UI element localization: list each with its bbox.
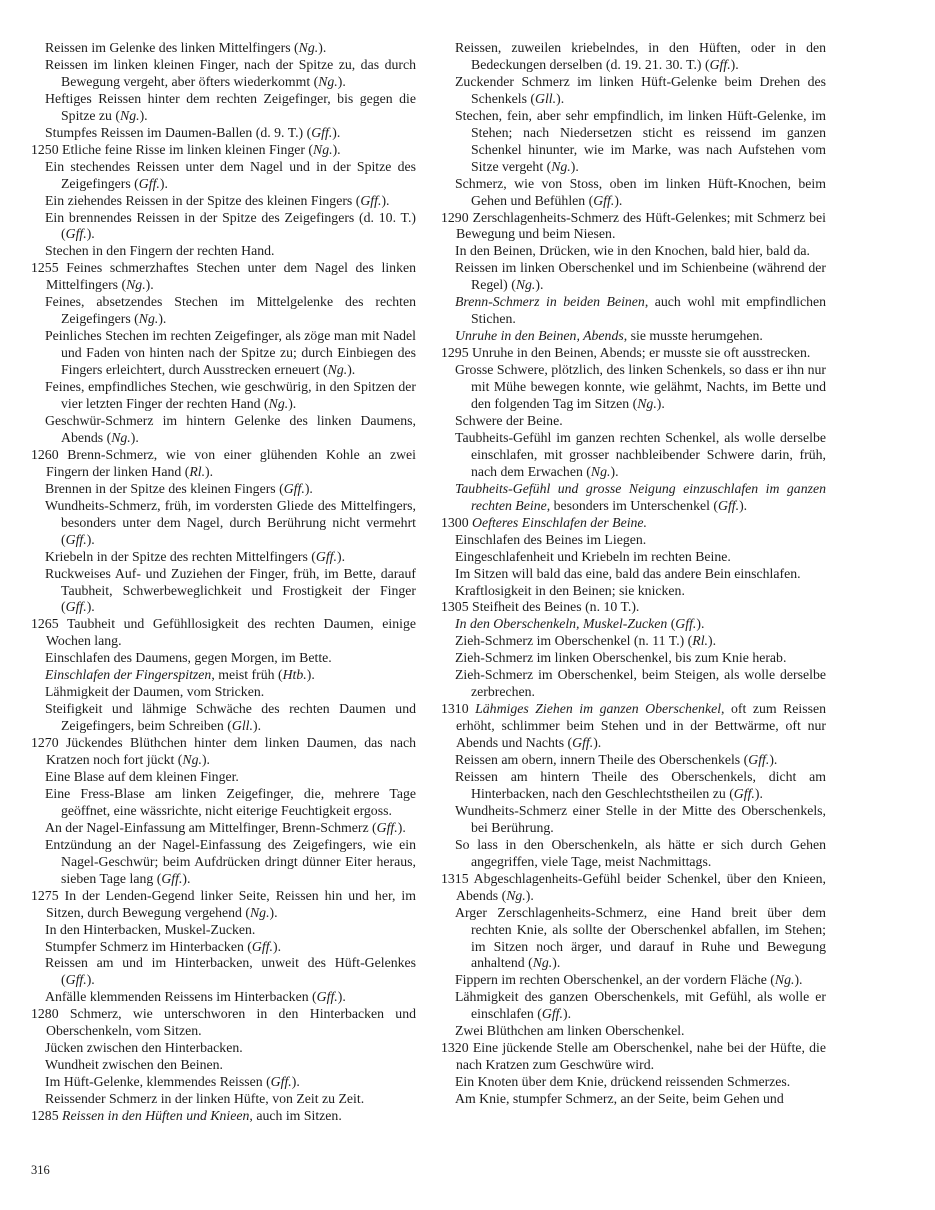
entry-number: 1250 [31, 141, 59, 157]
italic-text: Gff. [717, 497, 740, 513]
entry-text: Einschlafen des Beines im Liegen. [455, 531, 647, 547]
entry-text: Lähmigkeit des ganzen Oberschenkels, mit Gefühl, als wolle er einschlafen ( [455, 989, 826, 1022]
entry-text: Taubheit und Gefühllosigkeit des rechten Daumen, einige Wochen lang. [46, 616, 417, 649]
italic-text: Gff. [316, 989, 338, 1005]
entry-text: Steifheit des Beines (n. 10 T.). [472, 599, 640, 615]
symptom-entry [441, 328, 826, 345]
entry-text: Kriebeln in der Spitze des rechten Mittelfingers ( [45, 548, 316, 564]
italic-text: Ng. [138, 311, 159, 327]
entry-text: Zwei Blüthchen am linken Oberschenkel. [455, 1023, 685, 1039]
entry-text: ). [304, 480, 313, 496]
italic-text: Ng. [532, 955, 553, 971]
entry-text: ). [593, 735, 602, 751]
entry-text: In der Lenden-Gegend linker Seite, Reissen hin und her, im Sitzen, durch Bewegung vergehend ( [46, 887, 416, 920]
entry-text: ). [397, 819, 406, 835]
symptom-entry [31, 1108, 416, 1125]
entry-text: , auch wohl mit empfindlichen Stichen. [471, 294, 826, 327]
italic-text: Ng. [637, 396, 657, 412]
symptom-entry [441, 633, 826, 650]
entry-number: 1260 [31, 446, 59, 462]
italic-text: Ng. [298, 40, 319, 55]
entry-number: 1305 [441, 599, 469, 615]
symptom-entry [31, 447, 416, 481]
symptom-entry [31, 1006, 416, 1040]
italic-text: Htb. [282, 667, 307, 683]
symptom-entry [31, 193, 416, 210]
symptom-entry [31, 294, 416, 328]
italic-text: Unruhe in den Beinen, Abends [455, 328, 624, 344]
symptom-entry [31, 260, 416, 294]
entry-text: In den Hinterbacken, Muskel-Zucken. [45, 921, 256, 937]
entry-number: 1315 [441, 870, 469, 886]
symptom-entry [441, 667, 826, 701]
italic-text: Gff. [65, 226, 87, 242]
italic-text: Gll. [535, 90, 557, 106]
entry-text: Brennen in der Spitze des kleinen Fingers ( [45, 480, 284, 496]
italic-text: Gll. [231, 718, 253, 734]
symptom-entry [31, 549, 416, 566]
entry-text: Jücken zwischen den Hinterbacken. [45, 1040, 243, 1056]
entry-text: Ein ziehendes Reissen in der Spitze des kleinen Fingers ( [45, 192, 361, 208]
italic-text: Gff. [709, 56, 731, 72]
symptom-entry [31, 40, 416, 57]
entry-text: An der Nagel-Einfassung am Mittelfinger, Brenn-Schmerz ( [45, 819, 377, 835]
entry-text: ). [337, 73, 346, 89]
entry-text: In den Beinen, Drücken, wie in den Knochen, bald hier, bald da. [455, 243, 810, 259]
symptom-entry [31, 413, 416, 447]
entry-text: ). [696, 616, 705, 632]
entry-text: ). [336, 548, 346, 564]
symptom-entry [441, 752, 826, 769]
symptom-entry [31, 939, 416, 956]
italic-text: Gff. [270, 1074, 292, 1090]
symptom-entry [441, 650, 826, 667]
entry-text: Reissen am hintern Theile des Oberschenkels, dicht am Hinterbacken, nach den Geschlechtstheilen zu ( [455, 768, 826, 801]
entry-text: ). [552, 955, 561, 971]
entry-text: Im Hüft-Gelenke, klemmendes Reissen ( [45, 1074, 271, 1090]
entry-text: Im Sitzen will bald das eine, bald das andere Bein einschlafen. [455, 565, 801, 581]
italic-text: Gff. [315, 548, 337, 564]
entry-number: 1320 [441, 1040, 469, 1056]
symptom-entry [31, 684, 416, 701]
symptom-entry [31, 57, 416, 91]
italic-text: Gff. [360, 192, 382, 208]
symptom-entry [441, 413, 826, 430]
italic-text: Ng. [313, 141, 333, 157]
entry-text: Zieh-Schmerz im linken Oberschenkel, bis zum Knie herab. [455, 650, 787, 666]
entry-text: Fippern im rechten Oberschenkel, an der vordern Fläche ( [455, 972, 775, 988]
entry-text: ). [272, 938, 282, 954]
entry-number: 1310 [441, 701, 469, 717]
entry-text: ). [201, 752, 210, 768]
entry-text: Entzündung an der Nagel-Einfassung des Zeigefingers, wie ein Nagel-Geschwür; beim Aufdrücken dringt dünner Eiter heraus, sieben Tage lang ( [45, 836, 416, 886]
symptom-entry [31, 616, 416, 650]
entry-text: Steifigkeit und lähmige Schwäche des rechten Daumen und Zeigefingers, beim Schreiben ( [45, 701, 416, 734]
italic-text: Ng. [506, 887, 526, 903]
column-right [441, 40, 826, 1108]
entry-text: Zuckender Schmerz im linken Hüft-Gelenke beim Drehen des Schenkels ( [455, 73, 826, 106]
entry-text: Stechen in den Fingern der rechten Hand. [45, 243, 275, 259]
entry-text: ). [205, 463, 214, 479]
italic-text: Ng. [327, 362, 348, 378]
symptom-entry [441, 549, 826, 566]
entry-text: ). [86, 972, 95, 988]
entry-text: Reissen im linken Oberschenkel und im Schienbeine (während der Regel) ( [455, 260, 826, 293]
entry-text: Kraftlosigkeit in den Beinen; sie knicken. [455, 582, 685, 598]
entry-text: ). [794, 972, 803, 988]
italic-text: Ng. [551, 158, 571, 174]
symptom-entry [441, 871, 826, 905]
entry-text: Reissender Schmerz in der linken Hüfte, von Zeit zu Zeit. [45, 1091, 365, 1107]
italic-text: Ng. [590, 463, 611, 479]
symptom-entry [31, 837, 416, 888]
italic-text: Ng. [318, 73, 338, 89]
entry-text: ). [556, 90, 565, 106]
entry-text: , besonders im Unterschenkel ( [546, 497, 718, 513]
column-left [31, 40, 416, 1125]
entry-text: Lähmigkeit der Daumen, vom Stricken. [45, 684, 265, 700]
entry-text: Eine Blase auf dem kleinen Finger. [45, 768, 239, 784]
entry-number: 1255 [31, 260, 59, 276]
symptom-entry [441, 989, 826, 1023]
italic-text: Oefteres Einschlafen der Beine. [472, 514, 648, 530]
symptom-entry [441, 1040, 826, 1074]
entry-text: Grosse Schwere, plötzlich, des linken Schenkels, so dass er ihn nur mit Mühe bewegen konnte, wie gelähmt, Nachts, im Bette und den folgenden Tag im Sitzen ( [455, 362, 826, 412]
entry-text: Taubheits-Gefühl im ganzen rechten Schenkel, als wolle derselbe einschlafen, mit grosser nachbleibender Schwere darin, früh, nach dem Erwachen ( [455, 429, 826, 479]
symptom-entry [441, 599, 826, 616]
entry-text: Peinliches Stechen im rechten Zeigefinger, als zöge man mit Nadel und Faden von hinten nach der Spitze zu; durch Einbiegen des Fingers erleichtert, durch Ausstrecken erneuert ( [45, 328, 416, 378]
symptom-entry [441, 972, 826, 989]
entry-text: ). [252, 718, 262, 734]
symptom-entry [31, 243, 416, 260]
entry-number: 1265 [31, 616, 59, 632]
symptom-entry [31, 769, 416, 786]
italic-text: Ng. [249, 904, 270, 920]
entry-text: Wundheits-Schmerz, früh, im vordersten Gliede des Mittelfingers, besonders unter dem Nagel, durch Berührung nicht vermehrt ( [45, 497, 416, 547]
entry-text: Reissen am und im Hinterbacken, unweit des Hüft-Gelenkes ( [45, 955, 416, 988]
entry-text: ). [159, 175, 168, 191]
entry-text: ). [610, 463, 619, 479]
entry-text: Ruckweises Auf- und Zuziehen der Finger, früh, im Bette, darauf Taubheit, Schwerbeweglichkeit und Frostigkeit der Finger ( [45, 565, 416, 615]
entry-text: Stumpfes Reissen im Daumen-Ballen (d. 9. T.) ( [45, 124, 312, 140]
entry-text: ). [182, 870, 191, 886]
symptom-entry [441, 108, 826, 176]
entry-text: Jückendes Blüthchen hinter dem linken Daumen, das nach Kratzen noch fort jückt ( [46, 735, 416, 768]
italic-text: Taubheits-Gefühl und grosse Neigung einzuschlafen im ganzen rechten Beine [455, 480, 826, 513]
italic-text: Ng. [515, 277, 536, 293]
entry-text: Eine Fress-Blase am linken Zeigefinger, die, mehrere Tage geöffnet, eine wässrichte, nicht eiterige Feuchtigkeit ergoss. [45, 785, 416, 818]
entry-text: ). [291, 1074, 300, 1090]
entry-text: Stumpfer Schmerz im Hinterbacken ( [45, 938, 252, 954]
italic-text: Gff. [675, 616, 697, 632]
italic-text: Rl. [189, 463, 206, 479]
symptom-entry [441, 769, 826, 803]
italic-text: Rl. [692, 633, 708, 649]
entry-text: ). [288, 396, 297, 412]
entry-number: 1290 [441, 209, 469, 225]
entry-text: Etliche feine Risse im linken kleinen Finger ( [62, 141, 314, 157]
entry-text: Zieh-Schmerz im Oberschenkel (n. 11 T.) ( [455, 633, 693, 649]
entry-text: Ein stechendes Reissen unter dem Nagel und in der Spitze des Zeigefingers ( [45, 158, 416, 191]
symptom-entry [441, 803, 826, 837]
entry-text: ). [570, 158, 579, 174]
italic-text: Einschlafen der Fingerspitzen [45, 667, 212, 683]
italic-text: Gff. [65, 531, 87, 547]
symptom-entry [31, 735, 416, 769]
symptom-entry [31, 566, 416, 617]
symptom-entry [441, 583, 826, 600]
entry-text: Arger Zerschlagenheits-Schmerz, eine Hand breit über dem rechten Knie, als sollte der Oberschenkel abfallen, im Stehen; im Sitzen noch ärger, und darauf in Ruhe und Bewegung anhaltend ( [455, 904, 826, 971]
entry-text: Eingeschlafenheit und Kriebeln im rechten Beine. [455, 548, 731, 564]
symptom-entry [441, 243, 826, 260]
symptom-entry [31, 1074, 416, 1091]
symptom-entry [441, 1091, 826, 1108]
entry-text: , meist früh ( [211, 667, 283, 683]
symptom-entry [441, 362, 826, 413]
symptom-entry [31, 159, 416, 193]
symptom-entry [441, 515, 826, 532]
entry-text: ). [730, 56, 739, 72]
entry-text: Anfälle klemmenden Reissens im Hinterbacken ( [45, 989, 317, 1005]
entry-number: 1285 [31, 1108, 59, 1124]
symptom-entry [441, 40, 826, 74]
italic-text: Gff. [138, 175, 160, 191]
italic-text: Gff. [65, 972, 87, 988]
symptom-entry [31, 786, 416, 820]
entry-text: ). [708, 633, 717, 649]
italic-text: Gff. [593, 192, 615, 208]
symptom-entry [441, 1023, 826, 1040]
entry-text: Einschlafen des Daumens, gegen Morgen, im Bette. [45, 650, 332, 666]
symptom-entry [441, 176, 826, 210]
symptom-entry [31, 498, 416, 549]
symptom-entry [31, 328, 416, 379]
entry-text: ). [769, 752, 778, 768]
symptom-entry [31, 481, 416, 498]
italic-text: Lähmiges Ziehen im ganzen Oberschenkel [475, 701, 722, 717]
entry-text: ). [306, 667, 315, 683]
entry-text: Feines, absetzendes Stechen im Mittelgelenke des rechten Zeigefingers ( [45, 294, 416, 327]
entry-text: ). [145, 277, 154, 293]
entry-text: ). [158, 311, 167, 327]
symptom-entry [31, 989, 416, 1006]
italic-text: Ng. [111, 429, 131, 445]
entry-text: So lass in den Oberschenkeln, als hätte er sich durch Gehen angegriffen, viele Tage, meist Nachmittags. [455, 836, 826, 869]
italic-text: Gff. [748, 752, 770, 768]
entry-text: ). [318, 40, 327, 55]
entry-text: Schmerz, wie von Stoss, oben im linken Hüft-Knochen, beim Gehen und Befühlen ( [455, 175, 826, 208]
entry-text: , oft zum Reissen erhöht, schlimmer beim Stehen und in der Bettwärme, oft nur Abends und Nachts ( [456, 701, 826, 751]
symptom-entry [31, 701, 416, 735]
entry-text: ). [139, 107, 148, 123]
symptom-entry [31, 1057, 416, 1074]
symptom-entry [441, 345, 826, 362]
entry-text: ). [562, 1006, 572, 1022]
entry-text: ). [86, 531, 95, 547]
entry-text: , sie musste herumgehen. [623, 328, 763, 344]
entry-text: Schwere der Beine. [455, 412, 563, 428]
italic-text: Gff. [376, 819, 398, 835]
symptom-entry [31, 142, 416, 159]
italic-text: Reissen in den Hüften und Knieen [62, 1108, 250, 1124]
italic-text: Ng. [126, 277, 146, 293]
entry-text: ). [332, 141, 341, 157]
entry-text: Reissen im linken kleinen Finger, nach der Spitze zu, das durch Bewegung vergeht, aber öfters wiederkommt ( [45, 56, 416, 89]
symptom-entry [441, 74, 826, 108]
entry-text: Feines schmerzhaftes Stechen unter dem Nagel des linken Mittelfingers ( [46, 260, 416, 293]
italic-text: Brenn-Schmerz in beiden Beinen [455, 294, 645, 310]
entry-text: ). [535, 277, 544, 293]
symptom-entry [441, 837, 826, 871]
entry-text: Eine jückende Stelle am Oberschenkel, nahe bei der Hüfte, die nach Kratzen zum Geschwüre wird. [456, 1040, 827, 1073]
entry-text: Ein Knoten über dem Knie, drückend reissenden Schmerzes. [455, 1074, 791, 1090]
entry-text: ). [525, 887, 534, 903]
entry-number: 1275 [31, 887, 59, 903]
entry-text: Feines, empfindliches Stechen, wie geschwürig, in den Spitzen der vier letzten Finger der rechten Hand ( [45, 379, 416, 412]
symptom-entry [441, 481, 826, 515]
italic-text: Ng. [120, 107, 140, 123]
symptom-entry [441, 294, 826, 328]
page-number: 316 [31, 1163, 50, 1177]
entry-text: Stechen, fein, aber sehr empfindlich, im linken Hüft-Gelenke, im Stehen; nach Niedersetzen sticht es reissend im ganzen Schenkel hinunter, wie im Marke, was nach Aufstehen vom Sitze vergeht ( [455, 107, 826, 174]
symptom-entry [31, 667, 416, 684]
symptom-entry [441, 430, 826, 481]
italic-text: Ng. [268, 396, 289, 412]
symptom-entry [441, 1074, 826, 1091]
entry-text: ). [381, 192, 390, 208]
italic-text: Gff. [65, 599, 87, 615]
entry-number: 1280 [31, 1006, 59, 1022]
entry-text: Wundheits-Schmerz einer Stelle in der Mitte des Oberschenkels, bei Berührung. [455, 802, 826, 835]
entry-text: ). [130, 429, 139, 445]
entry-text: ). [332, 124, 341, 140]
italic-text: Gff. [283, 480, 305, 496]
entry-text: ( [667, 616, 676, 632]
entry-text: ). [754, 785, 763, 801]
entry-text: Unruhe in den Beinen, Abends; er musste sie oft ausstrecken. [472, 345, 811, 361]
italic-text: Gff. [311, 124, 333, 140]
entry-number: 1295 [441, 345, 469, 361]
entry-text: Zieh-Schmerz im Oberschenkel, beim Steigen, als wolle derselbe zerbrechen. [455, 667, 826, 700]
symptom-entry [31, 1040, 416, 1057]
entry-text: Geschwür-Schmerz im hintern Gelenke des linken Daumens, Abends ( [45, 412, 416, 445]
symptom-entry [31, 91, 416, 125]
italic-text: Ng. [774, 972, 795, 988]
symptom-entry [441, 210, 826, 244]
symptom-entry [31, 379, 416, 413]
entry-text: Am Knie, stumpfer Schmerz, an der Seite, beim Gehen und [455, 1091, 784, 1107]
symptom-entry [31, 922, 416, 939]
symptom-entry [31, 955, 416, 989]
italic-text: Gff. [572, 735, 594, 751]
entry-text: ). [337, 989, 346, 1005]
entry-text: ). [614, 192, 623, 208]
italic-text: Ng. [182, 752, 202, 768]
symptom-entry [31, 1091, 416, 1108]
entry-text: Zerschlagenheits-Schmerz des Hüft-Gelenkes; mit Schmerz bei Bewegung und beim Niesen. [456, 209, 826, 242]
entry-text: Schmerz, wie unterschworen in den Hinterbacken und Oberschenkeln, vom Sitzen. [46, 1006, 417, 1039]
symptom-entry [441, 566, 826, 583]
italic-text: Gff. [161, 870, 183, 886]
entry-text: Reissen, zuweilen kriebelndes, in den Hüften, oder in den Bedeckungen derselben (d. 19. 21. 30. T.) ( [455, 40, 826, 72]
symptom-entry [31, 125, 416, 142]
symptom-entry [31, 888, 416, 922]
entry-text: Brenn-Schmerz, wie von einer glühenden Kohle an zwei Fingern der linken Hand ( [46, 446, 417, 479]
symptom-entry [31, 650, 416, 667]
italic-text: Gff. [251, 938, 273, 954]
italic-text: Gff. [733, 785, 755, 801]
symptom-entry [31, 820, 416, 837]
italic-text: Gff. [541, 1006, 563, 1022]
entry-text: Wundheit zwischen den Beinen. [45, 1057, 223, 1073]
entry-text: Ein brennendes Reissen in der Spitze des Zeigefingers (d. 10. T.) ( [45, 209, 416, 242]
symptom-entry [441, 616, 826, 633]
entry-text: ). [269, 904, 278, 920]
entry-text: Heftiges Reissen hinter dem rechten Zeigefinger, bis gegen die Spitze zu ( [45, 90, 416, 123]
entry-number: 1270 [31, 735, 59, 751]
entry-text: Reissen im Gelenke des linken Mittelfingers ( [45, 40, 299, 55]
entry-number: 1300 [441, 514, 469, 530]
entry-text: , auch im Sitzen. [249, 1108, 342, 1124]
symptom-entry [441, 532, 826, 549]
entry-text: ). [739, 497, 748, 513]
entry-text: ). [86, 599, 95, 615]
entry-text: ). [86, 226, 95, 242]
symptom-entry [31, 210, 416, 244]
italic-text: In den Oberschenkeln, Muskel-Zucken [455, 616, 668, 632]
symptom-entry [441, 905, 826, 973]
entry-text: Reissen am obern, innern Theile des Oberschenkels ( [455, 752, 749, 768]
entry-text: Abgeschlagenheits-Gefühl beider Schenkel, über den Knieen, Abends ( [456, 870, 826, 903]
entry-text: ). [656, 396, 665, 412]
symptom-entry [441, 260, 826, 294]
symptom-entry [441, 701, 826, 752]
entry-text: ). [347, 362, 356, 378]
